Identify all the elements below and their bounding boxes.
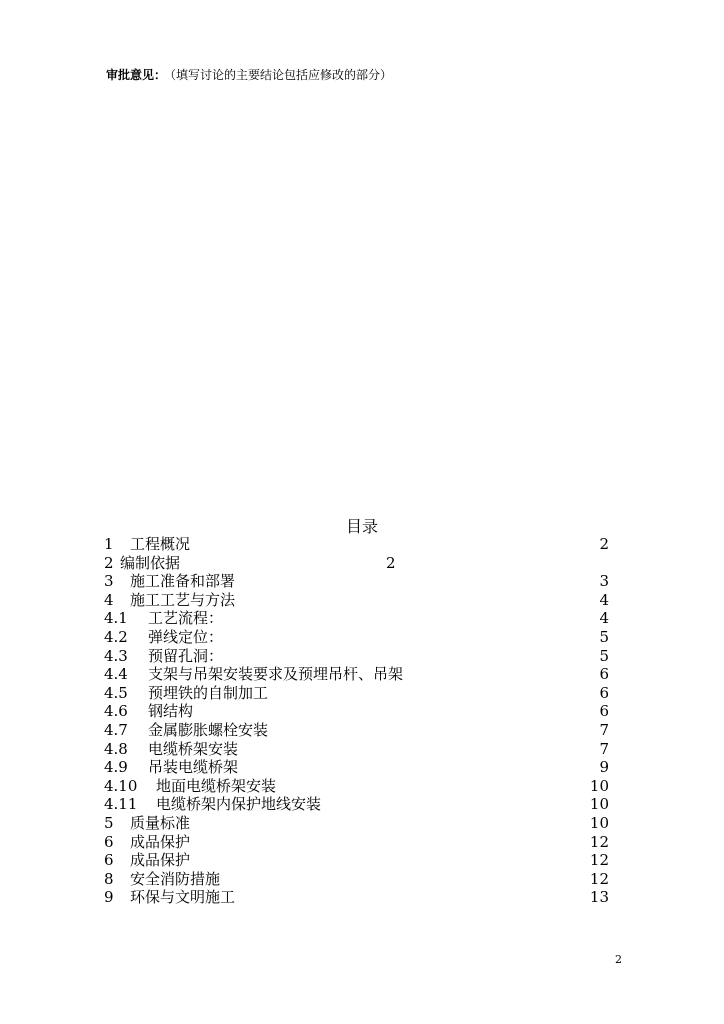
toc-entry-title: 预留孔洞： [148, 646, 224, 665]
toc-entry-number: 4.7 [104, 720, 128, 739]
toc-entry-number: 2 [104, 553, 114, 572]
toc-entry-title: 金属膨胀螺栓安装 [148, 720, 269, 739]
toc-entry-number: 4.1 [104, 609, 128, 628]
toc-entry[interactable] [104, 851, 609, 870]
toc-entry-page: 7 [599, 739, 609, 758]
table-of-contents [104, 535, 609, 907]
toc-entry-page: 12 [589, 832, 609, 851]
toc-entry-number: 8 [104, 869, 114, 888]
toc-entry-page: 5 [599, 646, 609, 665]
toc-entry[interactable] [104, 684, 609, 703]
toc-entry-title: 编制依据 [120, 553, 181, 572]
toc-entry-number: 4.5 [104, 683, 128, 702]
toc-entry[interactable] [104, 702, 609, 721]
toc-entry[interactable] [104, 721, 609, 740]
approval-hint: （填写讨论的主要结论包括应修改的部分） [170, 68, 393, 82]
toc-entry[interactable] [104, 535, 609, 554]
toc-entry-title: 安全消防措施 [130, 869, 221, 888]
toc-entry-number: 1 [104, 535, 114, 553]
toc-entry-title: 地面电缆桥架安装 [156, 776, 277, 795]
toc-entry-page: 12 [589, 869, 609, 888]
toc-entry-number: 9 [104, 888, 114, 907]
toc-entry-number: 6 [104, 832, 114, 851]
toc-entry[interactable] [104, 777, 609, 796]
toc-entry-page: 10 [589, 813, 609, 832]
toc-entry[interactable] [104, 888, 609, 907]
toc-entry-page: 10 [589, 795, 609, 814]
toc-entry[interactable] [104, 833, 609, 852]
toc-entry[interactable] [104, 870, 609, 889]
toc-entry-page: 5 [599, 627, 609, 646]
toc-entry-page: 6 [599, 665, 609, 684]
toc-entry-title: 施工准备和部署 [130, 572, 236, 591]
toc-entry-page: 4 [599, 609, 609, 628]
toc-entry-page: 10 [589, 776, 609, 795]
toc-entry-number: 4 [104, 590, 114, 609]
toc-entry-number: 4.8 [104, 739, 128, 758]
toc-entry-title: 弹线定位： [148, 627, 224, 646]
toc-entry-page: 9 [599, 758, 609, 777]
toc-entry-page: 3 [599, 572, 609, 591]
toc-entry-number: 3 [104, 572, 114, 591]
toc-entry-title: 质量标准 [130, 813, 191, 832]
toc-entry-page: 6 [599, 683, 609, 702]
toc-title-text: 目录 [345, 517, 378, 536]
toc-entry-title: 成品保护 [130, 832, 191, 851]
toc-entry-title: 施工工艺与方法 [130, 590, 236, 609]
toc-entry-page: 7 [599, 720, 609, 739]
toc-entry-page: 13 [589, 888, 609, 907]
toc-entry-title: 支架与吊架安装要求及预埋吊杆、吊架 [148, 665, 404, 684]
approval-label: 审批意见： [106, 68, 167, 82]
toc-entry[interactable] [104, 814, 609, 833]
toc-entry-page: 2 [599, 535, 609, 553]
toc-entry[interactable] [104, 665, 609, 684]
toc-entry-page: 4 [599, 590, 609, 609]
toc-entry-number: 5 [104, 813, 114, 832]
toc-entry-number: 4.3 [104, 646, 128, 665]
toc-entry[interactable] [104, 795, 609, 814]
toc-entry-title: 预埋铁的自制加工 [148, 683, 269, 702]
toc-entry-number: 4.4 [104, 665, 128, 684]
toc-entry[interactable] [104, 609, 609, 628]
toc-entry[interactable] [104, 740, 609, 759]
toc-entry[interactable] [104, 554, 609, 573]
toc-entry[interactable] [104, 647, 609, 666]
toc-entry-title: 钢结构 [148, 702, 194, 721]
toc-entry-title: 成品保护 [130, 851, 191, 870]
toc-entry-number: 4.10 [104, 776, 138, 795]
toc-entry-title: 工艺流程： [148, 609, 224, 628]
toc-entry-number: 6 [104, 851, 114, 870]
toc-entry-number: 4.9 [104, 758, 128, 777]
toc-entry-page: 12 [589, 851, 609, 870]
toc-entry[interactable] [104, 572, 609, 591]
toc-entry-page: 6 [599, 702, 609, 721]
toc-entry[interactable] [104, 758, 609, 777]
toc-entry-title: 环保与文明施工 [130, 888, 236, 907]
approval-opinion [106, 66, 392, 83]
toc-entry[interactable] [104, 628, 609, 647]
toc-title [0, 514, 724, 537]
toc-entry-number: 4.11 [104, 795, 138, 814]
toc-entry-title: 电缆桥架安装 [148, 739, 239, 758]
toc-entry-number: 4.6 [104, 702, 128, 721]
toc-entry-title: 工程概况 [130, 535, 191, 553]
toc-entry-number: 4.2 [104, 627, 128, 646]
toc-entry-page: 2 [386, 553, 396, 572]
toc-entry[interactable] [104, 591, 609, 610]
toc-entry-title: 吊装电缆桥架 [148, 758, 239, 777]
page-number: 2 [615, 953, 622, 966]
toc-entry-title: 电缆桥架内保护地线安装 [156, 795, 322, 814]
